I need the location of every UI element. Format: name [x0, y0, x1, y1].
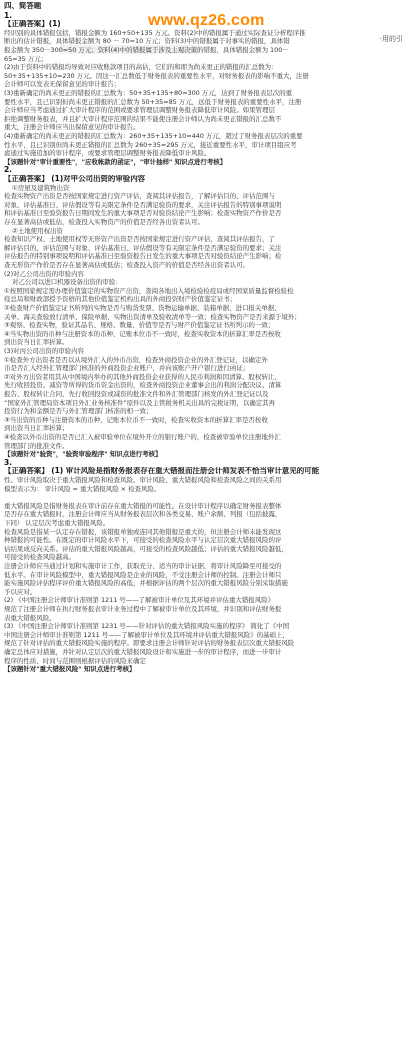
- answer-line: 检查实物资产出资是否按国家规定进行资产评估，查阅其评估报告，了解评估目的、评估范围与: [4, 192, 275, 201]
- knowledge-point-note: 【该题针对"审计重要性"，"应收帐款的函证"，"审计抽样" 知识点进行考核】: [4, 157, 227, 166]
- answer-line: 查无形资产作价是否存在显著高估或低估；检查投入资产的价值是否经各出资者认可。: [4, 261, 250, 269]
- answer-line: ②对外方出资者用其从中国境内举办的其他外商投资企业获得的人民币利润和因清算、股权转让、: [4, 372, 281, 381]
- knowledge-point-note: 【该题针对"验资"，"验资审验程序" 知识点进行考核】: [4, 450, 162, 459]
- answer-line: (3) 《中国注册会计师审计准则第 1231 号——针对评估的重大错报风险实施的程序》 简化了《中国: [4, 622, 290, 631]
- answer-line: ①房屋及建筑物出资: [12, 183, 70, 192]
- answer-line: 是否存在重大错报时，注册会计师应当从财务报表层次和各类交易、账户余额、列报（包括披露，: [4, 510, 282, 519]
- answer-line: 关单、海关查验放行清单、保险单据、实物出资清单及验收清单等一致；检查实物资产是否来源于境外；: [4, 312, 301, 321]
- answer-line: 予以应对。: [4, 587, 37, 596]
- answer-line: (3)重新确定的尚未更正的错报的汇总数为：50+35+135+80=300 万元，达到了财务报表层次的重: [4, 89, 293, 97]
- answer-line: 报金额为 350－300=50 万元；资料(4)中的错报属于涉及主观决策的错报，具体错报金额为 100－: [4, 46, 289, 54]
- answer-line: (2) 《中国注册会计师审计准则第 1211 号——了解被审计单位及其环境并评估重大错报风险》: [4, 596, 275, 605]
- answer-line: 能实施风险评估程序评价重大错报风险的高低，并根据评估的两个层次的重大错报风险分别采取措施: [4, 579, 288, 588]
- answer-line: 【正确答案】 (1) 审计风险是指财务报表存在重大错报而注册会计师发表不恰当审计意见的可能: [4, 467, 320, 476]
- answer-line: 检查知识产权、土地使用权等无形资产出资是否按国家规定进行资产评估，查阅其评估报告，了: [4, 235, 275, 244]
- answer-line: 会计师可以发表无保留意见的审计报告；: [4, 80, 121, 89]
- answer-line: 表重大错报风险。: [4, 613, 56, 622]
- answer-line: 管理部门的批准文件。: [4, 441, 69, 450]
- answer-line: 先行收回投资、减资等所得的货币资金出资的，检查外商投资企业董事会出的利润分配决议、清算: [4, 381, 282, 390]
- answer-line: 到出资当日汇率折算。: [4, 338, 69, 347]
- answer-line: 虑通过实施追加的审计程序，或要求管理层调整财务报表降低审计风险。: [4, 149, 211, 158]
- answer-line: 注册会计师应当通过计划和实施审计工作，获取充分、适当的审计证据，将审计风险降至可接受的: [4, 562, 282, 570]
- answer-line: 对象、评估基准日、评估假设等有关限定条件是否满足验资的要求，关注评估报告的特别事项说明: [4, 200, 282, 209]
- answer-line: 断出的估计错报，具体错报金额为 80 － 70=10 万元；资料(3)中的错报属于对事实的错报，具体错: [4, 37, 290, 46]
- answer-line: 模型表示为： 审计风险 = 重大错报风险 × 检查风险。: [4, 484, 161, 493]
- answer-line: (2)对乙公司出资的审验内容: [4, 269, 85, 278]
- answer-line: 解评估目的、评估范围与对象、评估基准日、评估假设等有关限定条件是否满足验资的要求；关注: [4, 243, 282, 252]
- answer-line: 存在显著高估或低估，检查投入实物资产的价值是否经各出资者认可。: [4, 218, 204, 226]
- answer-line: 可接受的检查风险越高。: [4, 553, 75, 562]
- answer-line: 重大错报风险是指财务报表在审计前存在重大错报的可能性。在设计审计程序以确定财务报表整体: [4, 501, 282, 510]
- answer-line: 到出资当日汇率折算；: [4, 424, 69, 433]
- answer-line: 种错报的可能性。在既定的审计风险水平下，可接受的检查风险水平与认定层次重大错报风险的评: [4, 536, 282, 545]
- answer-line: 性。审计风险取决于重大错报风险和检查风险。审计风险、重大错报风险和检查风险之间的关系用: [4, 476, 282, 484]
- answer-line: ①按照国家规定需办理价值鉴定的实物资产出资，查阅各地出入境检验检疫局或经国家质量监督检验检: [4, 286, 294, 295]
- knowledge-point-note: 【该题针对"重大错报风险" 知识点进行考核】: [4, 665, 136, 674]
- answer-line: 重大，注册会计师应当出保留意见的审计报告。: [4, 123, 140, 132]
- watermark-side-text: ·用的引: [379, 35, 403, 43]
- answer-line: ①检查外方出资者是否以从境外汇入的外币出资，检查外商投资企业的外汇登记证，以确定外: [4, 355, 268, 364]
- answer-line: 投资行为和金额是否与外汇管理部门核准的相一致；: [4, 407, 153, 416]
- answer-line: 性水平，且已识别但尚未更正错报的汇总数为 260+35=295 万元，接近重要性水平，审计项目组应考: [4, 140, 297, 149]
- answer-line: 经识别的具体错报包括，错报金额为 160+50+135 万元。资料(2)中的错报属于通过实际查证分析程序推: [4, 28, 306, 37]
- answer-line: (4)重新确定的尚未更正的错报的汇总数为：260+35+135+10=440 万元，超过了财务报表层次的重要: [4, 132, 303, 140]
- section-title: 四、简答题: [4, 2, 42, 10]
- answer-line: 规范了针对评估的重大错报风险实施的程序。即要求注册会计师针对评估的财务报表层次重大错报风险: [4, 639, 295, 648]
- site-watermark: www.qz26.com: [148, 12, 265, 29]
- answer-line: ②土地使用权出资: [12, 226, 63, 235]
- answer-line: 【正确答案】 (1)对甲公司出资的审验内容: [4, 175, 146, 183]
- answer-line: 评估报告的特别事项说明和评估基准日至验资报告日发生的重大事项是否对验资结论产生影响；检: [4, 252, 282, 261]
- answer-line: 对乙公司以进口机器设备出资的审验：: [12, 278, 122, 287]
- answer-line: 估结果成反向关系。评估的重大错报风险越高，可接受的检查风险越低；评估的重大错报风险越低，: [4, 544, 288, 553]
- question-number: 1.: [4, 11, 12, 20]
- answer-line: (3)对丙公司出资的审验内容: [4, 347, 85, 355]
- answer-line: ④检查以外币出资的是否已汇入被审验单位在境外开立的银行账户的，检查被审验单位注册地外汇: [4, 433, 281, 441]
- answer-line: 【正确答案】(1): [4, 20, 61, 29]
- answer-line: 低水平。在审计风险模型中，重大错报风险是企业的风险，不受注册会计师的控制。注册会计师只: [4, 570, 282, 579]
- answer-line: 程序的性质、时间与范围则根据评估的风险来确定: [4, 656, 146, 665]
- answer-line: 会计师应当考虑通过扩大审计程序的范围或要求管理层调整财务报表降低审计风险。如果管理层: [4, 106, 275, 115]
- answer-line: 50+35+135+10=230 万元。因这一汇总数低于财务报表的重要性水平，对财务报表的影响不重大，注册: [4, 71, 309, 80]
- answer-line: 中国注册会计师审计准则第 1211 号——了解被审计单位及其环境并评估重大错报风险》的基础上，: [4, 630, 289, 639]
- answer-line: ③观察、检查实物，验证其品名、规格、数量、价值等是否与财产价值鉴定证书所列示的一致；: [4, 321, 275, 330]
- answer-line: 和评估基准日至验资报告日期间发生的重大事项是否对验资结论产生影响；检查实物资产作价是否: [4, 209, 282, 218]
- question-number: 3.: [4, 458, 12, 467]
- answer-line: 币是否汇入经外汇管理部门核准的外商投资企业账户，并向该账户开户银行进行函证；: [4, 364, 250, 373]
- answer-line: (2)由于资料中的错报均导致对应收账款项目的高估，它们的和即为尚未更正的错报的汇总数为：: [4, 63, 278, 72]
- answer-line: 疫总局和财政部授予资格的其他价值鉴定机构出具的外商投资财产价值鉴定证书；: [4, 295, 237, 304]
- answer-line: 规范了注册会计师在执行财务报表审计业务过程中了解被审计单位及其环境，并识别和评估财务报: [4, 605, 282, 613]
- answer-line: 拒绝调整财务报表，并且扩大审计程序范围的结果不能使注册会计师认为尚未更正错报的汇总数不: [4, 114, 282, 123]
- answer-line: “国家外汇管理局资本项目外汇业务核准件”原件以及主管税务机关出具的完税证明，以确定其再: [4, 398, 276, 407]
- answer-line: 要性水平，且已识别但尚未更正错报的汇总数为 50+35=85 万元，远低于财务报表的重要性水平，注册: [4, 97, 302, 106]
- answer-line: 65=35 万元；: [4, 54, 48, 63]
- answer-line: ③当出资的币种与注册资本的币种、记账本位币不一致时，检查实收资本的折算汇率是否按收: [4, 415, 268, 424]
- answer-line: 下同） 认定层次考虑重大错报风险。: [4, 519, 110, 527]
- question-number: 2.: [4, 166, 12, 175]
- answer-line: ④当实物出资的币种与注册资本的币种、记账本位币不一致时，检查实收资本的折算汇率是否按收: [4, 329, 281, 338]
- answer-line: ②检查财产价值鉴定证书所列的实物是否与购货发票、货物运输单据、装箱单据、进口报关单据、: [4, 304, 281, 312]
- answer-line: 报告、股权转让合同、先行收回投资或减资的批准文件和外汇管理部门核发的外汇登记证以及: [4, 390, 269, 398]
- answer-line: 检查风险是指某一认定存在错报，该错报单独或连同其他错报是重大的，但注册会计师未能发现这: [4, 527, 282, 536]
- answer-line: 确定总体应对措施，并针对认定层次的重大错报风险设计和实施进一步的审计程序，而进一步审计: [4, 648, 282, 656]
